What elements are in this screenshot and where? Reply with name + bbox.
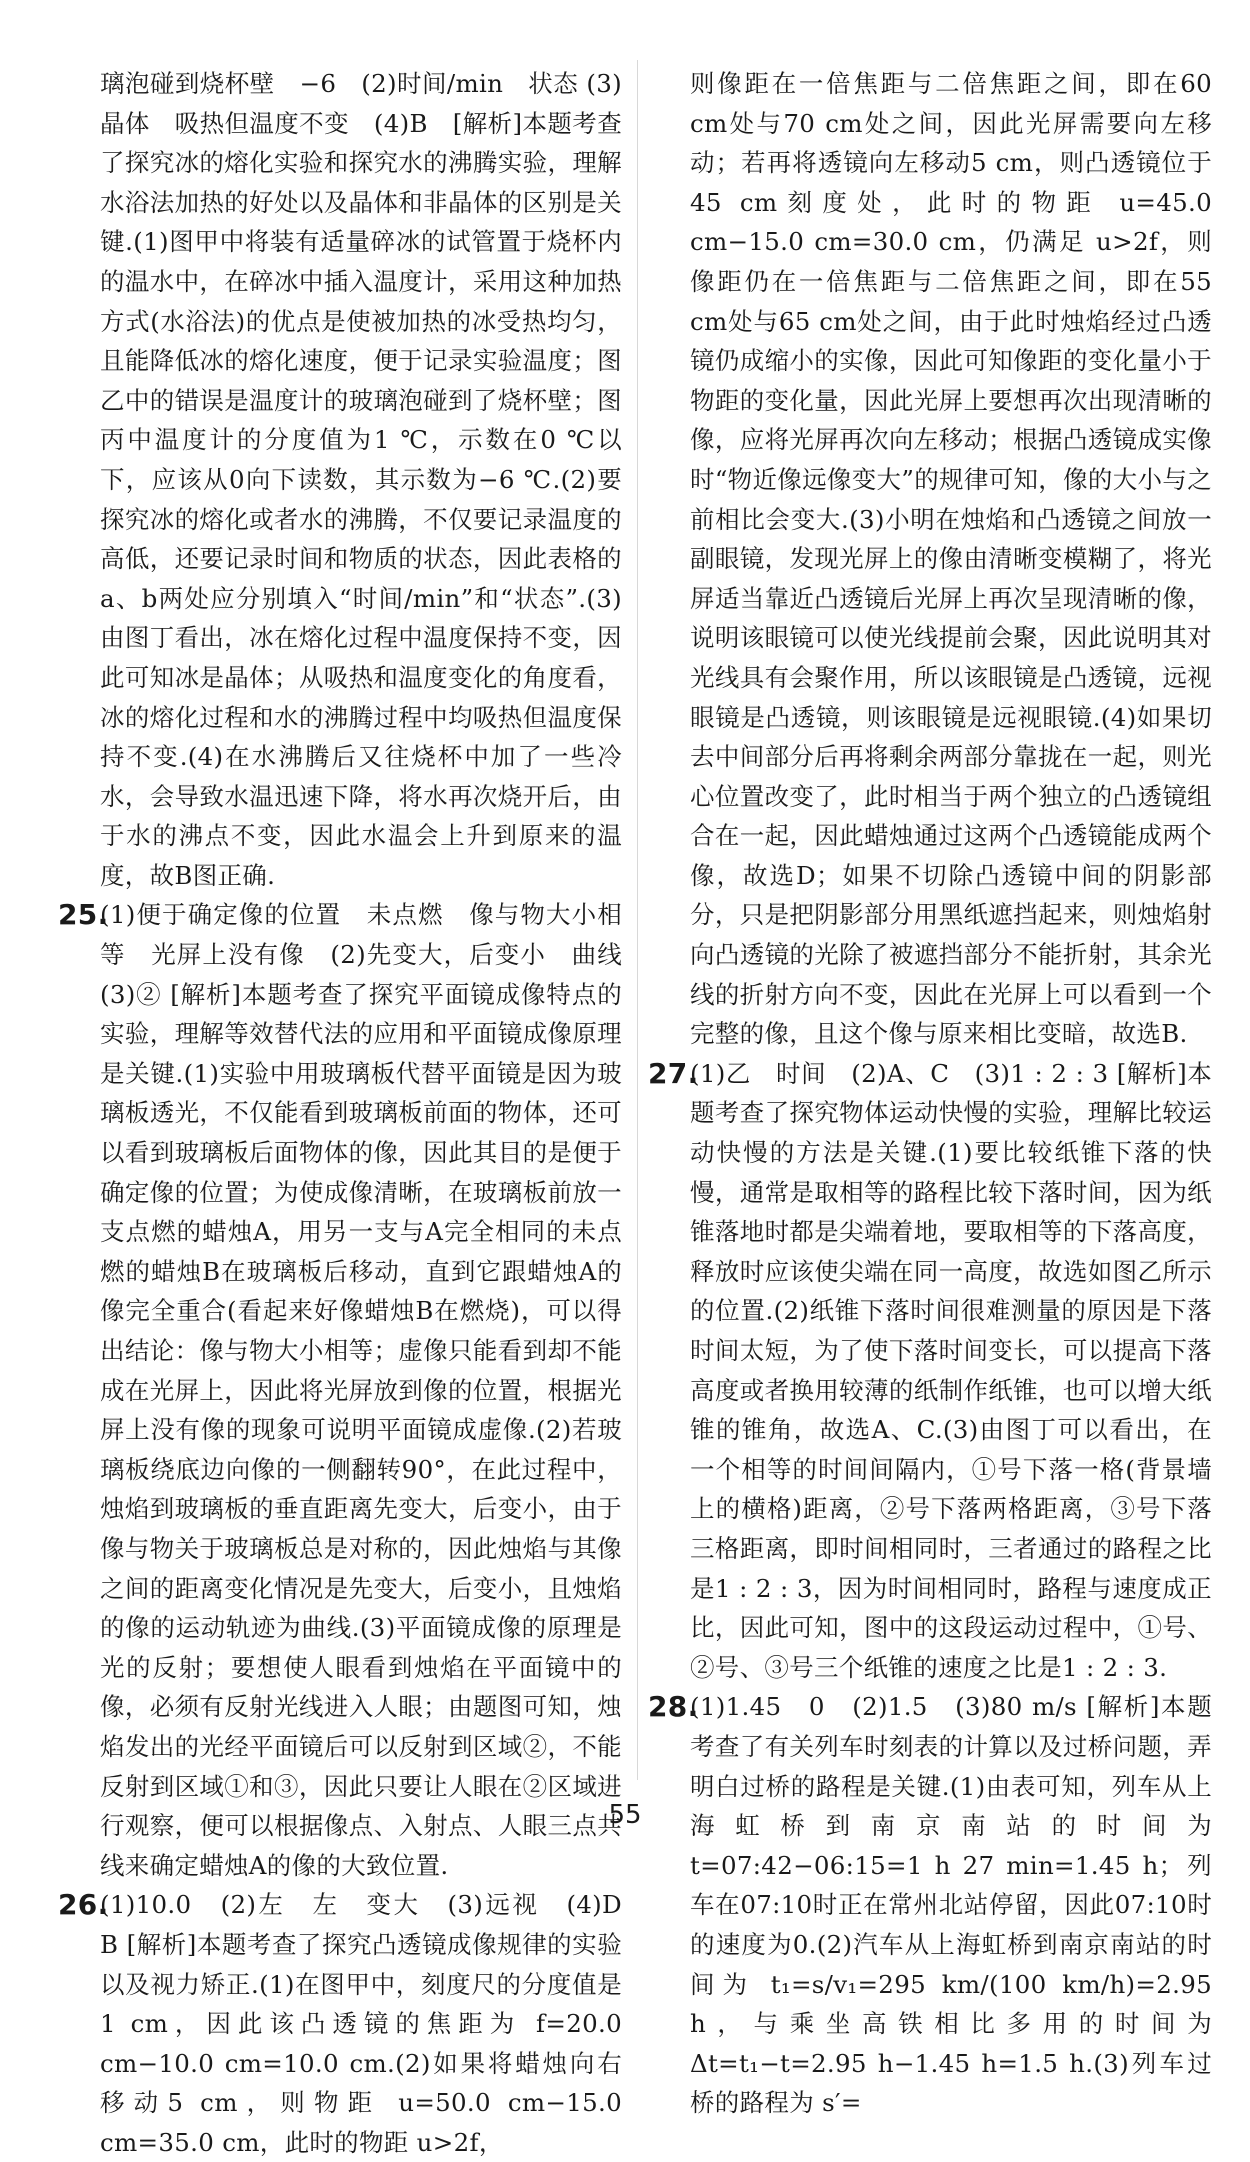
- question-number: 26.: [58, 1888, 109, 1922]
- answer-text: (1)乙 时间 (2)A、C (3)1 : 2 : 3 [解析]本题考查了探究物体运动快慢的实验，理解比较运动快慢的方法是关键.(1)要比较纸锥下落的快慢，通常是取相等的路程比较下落时间，因为纸锥落地时都是尖端着地，要取相等的下落高度，释放时应该使尖端在同一高度，故选如图乙所示的位置.(2)纸锥下落时间很难测量的原因是下落时间太短，为了使下落时间变长，可以提高下落高度或者换用较薄的纸制作纸锥，也可以增大纸锥的锥角，故选A、C.(3)由图丁可以看出，在一个相等的时间间隔内，①号下落一格(背景墙上的横格)距离，②号下落两格距离，③号下落三格距离，即时间相同时，三者通过的路程之比是1 : 2 : 3，因为时间相同时，路程与速度成正比，因此可知，图中的这段运动过程中，①号、②号、③号三个纸锥的速度之比是1 : 2 : 3.: [690, 1058, 1212, 1682]
- question-number: 28.: [648, 1690, 699, 1724]
- continued-paragraph: 则像距在一倍焦距与二倍焦距之间，即在60 cm处与70 cm处之间，因此光屏需要向左移动；若再将透镜向左移动5 cm，则凸透镜位于45 cm刻度处，此时的物距 u=45.0 cm−15.0 cm=30.0 cm，仍满足 u>2f，则像距仍在一倍焦距与二倍焦距之间，即在55 cm处与65 cm处之间，由于此时烛焰经过凸透镜仍成缩小的实像，因此可知像距的变化量小于物距的变化量，因此光屏上要想再次出现清晰的像，应将光屏再次向左移动；根据凸透镜成实像时“物近像远像变大”的规律可知，像的大小与之前相比会变大.(3)小明在烛焰和凸透镜之间放一副眼镜，发现光屏上的像由清晰变模糊了，将光屏适当靠近凸透镜后光屏上再次呈现清晰的像，说明该眼镜可以使光线提前会聚，因此说明其对光线具有会聚作用，所以该眼镜是凸透镜，远视眼镜是凸透镜，则该眼镜是远视眼镜.(4)如果切去中间部分后再将剩余两部分靠拢在一起，则光心位置改变了，此时相当于两个独立的凸透镜组合在一起，因此蜡烛通过这两个凸透镜能成两个像，故选D；如果不切除凸透镜中间的阴影部分，只是把阴影部分用黑纸遮挡起来，则烛焰射向凸透镜的光除了被遮挡部分不能折射，其余光线的折射方向不变，因此在光屏上可以看到一个完整的像，且这个像与原来相比变暗，故选B.: [690, 69, 1212, 1049]
- page-number: 55: [608, 1800, 642, 1830]
- question-number: 27.: [648, 1056, 699, 1090]
- question-number: 25.: [58, 898, 109, 932]
- answer-text: (1)1.45 0 (2)1.5 (3)80 m/s [解析]本题考查了有关列车时刻表的计算以及过桥问题，弄明白过桥的路程是关键.(1)由表可知，列车从上海虹桥到南京南站的时间为 t=07:42−06:15=1 h 27 min=1.45 h；列车在07:10时正在常州北站停留，因此07:10时的速度为0.(2)汽车从上海虹桥到南京南站的时间为 t₁=s/v₁=295 km/(100 km/h)=2.95 h，与乘坐高铁相比多用的时间为 Δt=t₁−t=2.95 h−1.45 h=1.5 h.(3)列车过桥的路程为 s′=: [690, 1692, 1212, 2118]
- answer-28: [648, 1687, 1212, 2123]
- column-divider: [637, 60, 638, 1780]
- answer-text: (1)便于确定像的位置 未点燃 像与物大小相等 光屏上没有像 (2)先变大，后变小 曲线 (3)② [解析]本题考查了探究平面镜成像特点的实验，理解等效替代法的应用和平面镜成像原理是关键.(1)实验中用玻璃板代替平面镜是因为玻璃板透光，不仅能看到玻璃板前面的物体，还可以看到玻璃板后面物体的像，因此其目的是便于确定像的位置；为使成像清晰，在玻璃板前放一支点燃的蜡烛A，用另一支与A完全相同的未点燃的蜡烛B在玻璃板后移动，直到它跟蜡烛A的像完全重合(看起来好像蜡烛B在燃烧)，可以得出结论：像与物大小相等；虚像只能看到却不能成在光屏上，因此将光屏放到像的位置，根据光屏上没有像的现象可说明平面镜成虚像.(2)若玻璃板绕底边向像的一侧翻转90°，在此过程中，烛焰到玻璃板的垂直距离先变大，后变小，由于像与物关于玻璃板总是对称的，因此烛焰与其像之间的距离变化情况是先变大，后变小，且烛焰的像的运动轨迹为曲线.(3)平面镜成像的原理是光的反射；要想使人眼看到烛焰在平面镜中的像，必须有反射光线进入人眼；由题图可知，烛焰发出的光经平面镜后可以反射到区域②，不能反射到区域①和③，因此只要让人眼在②区域进行观察，便可以根据像点、入射点、人眼三点共线来确定蜡烛A的像的大致位置.: [100, 900, 647, 1880]
- answer-27: [648, 1054, 1212, 1688]
- continued-paragraph: 璃泡碰到烧杯壁 −6 (2)时间/min 状态 (3)晶体 吸热但温度不变 (4)B [解析]本题考查了探究冰的熔化实验和探究水的沸腾实验，理解水浴法加热的好处以及晶体和非晶体的区别是关键.(1)图甲中将装有适量碎冰的试管置于烧杯内的温水中，在碎冰中插入温度计，采用这种加热方式(水浴法)的优点是使被加热的冰受热均匀，且能降低冰的熔化速度，便于记录实验温度；图乙中的错误是温度计的玻璃泡碰到了烧杯壁；图丙中温度计的分度值为1 ℃，示数在0 ℃以下，应该从0向下读数，其示数为−6 ℃.(2)要探究冰的熔化或者水的沸腾，不仅要记录温度的高低，还要记录时间和物质的状态，因此表格的a、b两处应分别填入“时间/min”和“状态”.(3)由图丁看出，冰在熔化过程中温度保持不变，因此可知冰是晶体；从吸热和温度变化的角度看，冰的熔化过程和水的沸腾过程中均吸热但温度保持不变.(4)在水沸腾后又往烧杯中加了一些冷水，会导致水温迅速下降，将水再次烧开后，由于水的沸点不变，因此水温会上升到原来的温度，故B图正确.: [100, 69, 622, 890]
- answer-text: (1)10.0 (2)左 左 变大 (3)远视 (4)D B [解析]本题考查了探究凸透镜成像规律的实验以及视力矫正.(1)在图甲中，刻度尺的分度值是1 cm，因此该凸透镜的焦距为 f=20.0 cm−10.0 cm=10.0 cm.(2)如果将蜡烛向右移动5 cm，则物距 u=50.0 cm−15.0 cm=35.0 cm，此时的物距 u>2f，: [100, 1890, 647, 2157]
- answer-26: [58, 1885, 647, 2162]
